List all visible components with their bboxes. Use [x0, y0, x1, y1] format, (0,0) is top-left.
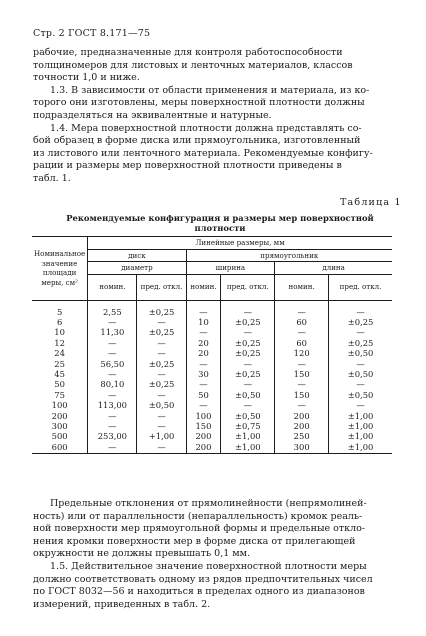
- table-cell: —: [157, 389, 166, 400]
- table-cell: ±0,25: [148, 358, 175, 369]
- table-cell: 75: [54, 389, 65, 400]
- para-1-4-line-4: рации и размеры мер поверхностной плотности приведены в: [33, 160, 342, 172]
- table-cell: 250: [293, 431, 310, 442]
- table-cell: —: [243, 379, 252, 390]
- table-cell: ±1,00: [347, 441, 374, 452]
- para-1-4-line-2: бой образец в форме диска или прямоугольника, изготовленный: [33, 135, 361, 147]
- table-cell: 60: [296, 337, 307, 348]
- table-cell: —: [199, 306, 208, 317]
- table-cell: —: [243, 327, 252, 338]
- table-cell: +1,00: [148, 431, 175, 442]
- para-1-5-line-3: по ГОСТ 8032—56 и находиться в пределах одного из диапазонов: [33, 586, 365, 598]
- table-cell: 80,10: [100, 379, 125, 390]
- header-length: длина: [275, 262, 392, 275]
- table-cell: 200: [293, 420, 310, 431]
- table-cell: 10: [198, 316, 209, 327]
- table-cell: ±0,25: [347, 316, 374, 327]
- table-cell: ±0,25: [234, 348, 261, 359]
- table-cell: 50: [54, 379, 65, 390]
- table-cell: 10: [54, 327, 65, 338]
- para-1-4-line-3: из листового или ленточного материала. Рекомендуемые конфигу-: [33, 147, 373, 159]
- table-cell: ±1,00: [347, 420, 374, 431]
- table-cell: —: [108, 316, 117, 327]
- table-cell: 200: [51, 410, 68, 421]
- table-cell: ±0,50: [148, 400, 175, 411]
- table-title: Рекомендуемые конфигурация и размеры мер поверхностной плотности: [66, 213, 374, 233]
- para-1-5-line-1: 1.5. Действительное значение поверхностной плотности меры: [50, 561, 367, 572]
- table-cell: 150: [293, 389, 310, 400]
- table-cell: —: [108, 337, 117, 348]
- table-cell: 300: [51, 420, 68, 431]
- table-cell: —: [297, 400, 306, 411]
- table-cell: 20: [198, 348, 209, 359]
- table-cell: —: [356, 306, 365, 317]
- header-disk: диск: [88, 249, 186, 262]
- column-area: [32, 300, 88, 454]
- table-cell: 113,00: [97, 400, 128, 411]
- table-cell: ±0,25: [234, 368, 261, 379]
- table-cell: —: [108, 441, 117, 452]
- table-cell: —: [108, 420, 117, 431]
- column-length-nominal: [275, 300, 329, 454]
- table-cell: 6: [56, 316, 63, 327]
- table-cell: ±0,25: [148, 306, 175, 317]
- table-cell: —: [157, 420, 166, 431]
- table-cell: —: [157, 337, 166, 348]
- table-cell: 45: [54, 368, 65, 379]
- column-width-tolerance: [221, 300, 275, 454]
- header-width: ширина: [186, 262, 275, 275]
- table-cell: —: [297, 379, 306, 390]
- table-cell: 11,30: [100, 327, 125, 338]
- intro-line-3: точности 1,0 и ниже.: [33, 72, 140, 84]
- table-cell: —: [157, 348, 166, 359]
- table-cell: ±1,00: [234, 441, 261, 452]
- footer-line-4: нения кромки поверхности мер в форме диска от прилегающей: [33, 535, 356, 547]
- header-diameter: диаметр: [88, 262, 186, 275]
- header-linear-dimensions: Линейные размеры, мм: [88, 237, 392, 250]
- table-cell: —: [199, 400, 208, 411]
- header-length-tolerance: пред. откл.: [329, 274, 392, 300]
- table-cell: —: [356, 358, 365, 369]
- table-cell: ±0,50: [347, 348, 374, 359]
- table-cell: 150: [293, 368, 310, 379]
- footer-line-1: Предельные отклонения от прямолинейности (непрямолиней-: [50, 498, 367, 509]
- table-cell: 100: [195, 410, 212, 421]
- table-cell: —: [297, 306, 306, 317]
- para-1-3-line-3: подразделяться на эквивалентные и натурные.: [33, 110, 272, 121]
- table-cell: ±0,25: [347, 337, 374, 348]
- table-cell: 12: [54, 337, 65, 348]
- footer-line-2: ность) или от параллельности (непараллельность) кромок реаль-: [33, 510, 363, 522]
- table-cell: —: [243, 306, 252, 317]
- table-cell: —: [108, 410, 117, 421]
- table-cell: —: [199, 327, 208, 338]
- header-length-nominal: номин.: [275, 274, 329, 300]
- table-cell: ±0,25: [148, 379, 175, 390]
- para-1-4-line-1: 1.4. Мера поверхностной плотности должна представлять со-: [50, 122, 362, 134]
- table-cell: ±0,50: [234, 389, 261, 400]
- table-cell: —: [157, 410, 166, 421]
- header-width-tolerance: пред. откл.: [221, 274, 275, 300]
- table-cell: 120: [293, 348, 310, 359]
- table-cell: 30: [198, 368, 209, 379]
- table-cell: —: [108, 368, 117, 379]
- table-cell: —: [157, 368, 166, 379]
- table-cell: ±1,00: [347, 410, 374, 421]
- table-cell: 300: [293, 441, 310, 452]
- table-cell: —: [356, 379, 365, 390]
- intro-line-1: рабочие, предназначенные для контроля работоспособности: [33, 47, 343, 58]
- table-cell: 150: [195, 420, 212, 431]
- table-caption: Таблица 1: [340, 197, 402, 208]
- header-diameter-nominal: номин.: [88, 274, 137, 300]
- table-cell: ±1,00: [347, 431, 374, 442]
- table-cell: 25: [54, 358, 65, 369]
- table-cell: —: [199, 379, 208, 390]
- table-cell: 200: [195, 441, 212, 452]
- table-cell: 24: [54, 348, 65, 359]
- table-cell: 600: [51, 441, 68, 452]
- table-cell: —: [356, 327, 365, 338]
- header-diameter-tolerance: пред. откл.: [137, 274, 186, 300]
- table-cell: 2,55: [103, 306, 122, 317]
- table-cell: —: [157, 316, 166, 327]
- column-diameter-tolerance: [137, 300, 186, 454]
- table-cell: 200: [195, 431, 212, 442]
- table-cell: ±0,75: [234, 420, 261, 431]
- para-1-3-line-2: торого они изготовлены, меры поверхностной плотности должны: [33, 97, 365, 109]
- table-cell: 5: [56, 306, 63, 317]
- table-cell: ±0,50: [234, 410, 261, 421]
- table-cell: 200: [293, 410, 310, 421]
- para-1-3-line-1: 1.3. В зависимости от области применения и материала, из ко-: [50, 84, 370, 96]
- table-cell: —: [243, 358, 252, 369]
- header-nominal-area: Номинальное значение площади меры, см²: [32, 237, 88, 301]
- table-cell: —: [297, 327, 306, 338]
- table-cell: ±0,50: [347, 368, 374, 379]
- table-cell: —: [108, 389, 117, 400]
- dimensions-table: [32, 236, 392, 454]
- footer-line-5: окружности не должны превышать 0,1 мм.: [33, 548, 251, 560]
- para-1-5-line-2: должно соответствовать одному из рядов предпочтительных чисел: [33, 573, 373, 585]
- table-cell: —: [356, 400, 365, 411]
- table-cell: ±1,00: [234, 431, 261, 442]
- table-cell: 253,00: [97, 431, 128, 442]
- table-cell: —: [157, 441, 166, 452]
- para-1-5-line-4: измерений, приведенных в табл. 2.: [33, 598, 211, 610]
- table-cell: —: [199, 358, 208, 369]
- table-cell: ±0,25: [148, 327, 175, 338]
- intro-line-2: толщиномеров для листовых и ленточных материалов, классов: [33, 59, 353, 71]
- column-width-nominal: [186, 300, 221, 454]
- table-cell: 500: [51, 431, 68, 442]
- table-cell: 56,50: [100, 358, 125, 369]
- table-cell: 100: [51, 400, 68, 411]
- table-cell: 60: [296, 316, 307, 327]
- table-cell: 20: [198, 337, 209, 348]
- column-length-tolerance: [329, 300, 392, 454]
- header-width-nominal: номин.: [186, 274, 221, 300]
- table-cell: —: [108, 348, 117, 359]
- table-cell: ±0,25: [234, 316, 261, 327]
- footer-line-3: ной поверхности мер прямоугольной формы и предельные откло-: [33, 523, 366, 535]
- table-cell: 50: [198, 389, 209, 400]
- para-1-4-line-5: табл. 1.: [33, 173, 71, 184]
- table-cell: ±0,50: [347, 389, 374, 400]
- table-cell: —: [243, 400, 252, 411]
- column-diameter-nominal: [88, 300, 137, 454]
- table-cell: ±0,25: [234, 337, 261, 348]
- table-cell: —: [297, 358, 306, 369]
- page-header: Стр. 2 ГОСТ 8.171—75: [33, 28, 151, 39]
- header-rectangle: прямоугольник: [186, 249, 392, 262]
